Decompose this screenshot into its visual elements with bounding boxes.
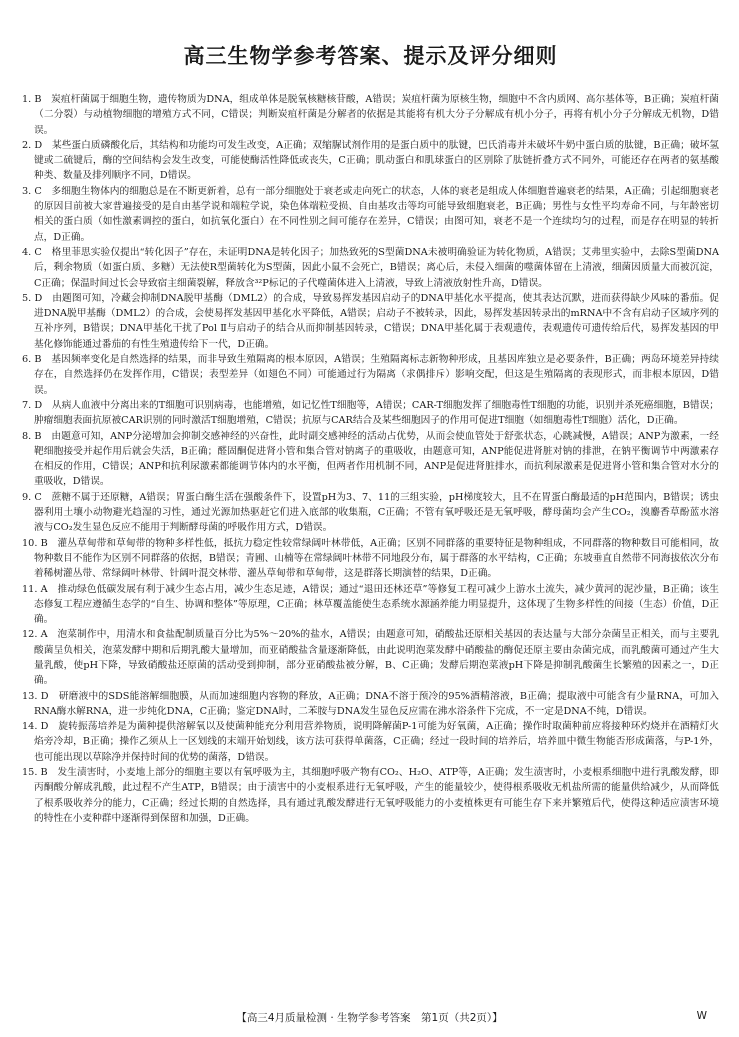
answer-item-14: 14. D 旋转振荡培养是为菌种提供溶解氧以及使菌种能充分利用营养物质，说明降解菌P-1可能为好氧菌，A正确；操作时取菌种前应将接种环灼烧并在酒精灯火焰旁冷却，B正确；操作乙须从上一区划线的末端开始划线，该方法可获得单菌落，C正确；经过一段时间的培养后，培养皿中微生物能否形成菌落，与P-1外，也可能出现以草除净并保持时间的优势的菌落，D错误。 <box>22 721 719 763</box>
footer-mark: W <box>696 1010 707 1022</box>
answer-item-10: 10. B 灌丛草甸带和草甸带的物种多样性低，抵抗力稳定性较常绿阔叶林带低，A正确；区别不同群落的重要特征是物种组成，不同群落的物种数目可能相同，故物种数目不能作为区别不同群落的依据，B错误；青圃、山楠等在常绿阔叶林带不同地段分布，属于群落的水平结构，C正确；东坡垂直自然带不同海拔依次分布着稀树灌丛带、常绿阔叶林带、针阔叶混交林带、灌丛草甸带和草甸带，这是群落长期演替的结果，D正确。 <box>22 537 719 580</box>
answer-item-13: 13. D 研磨液中的SDS能溶解细胞膜，从而加速细胞内容物的释放，A正确；DNA不溶于预冷的95%酒精溶液，B正确；提取液中可能含有少量RNA，可加入RNA酶水解RNA，进一步纯化DNA，C正确；鉴定DNA时，二苯胺与DNA发生显色反应需在沸水浴条件下完成，不一定是DNA不纯，D错误。 <box>22 690 719 717</box>
page-title: 高三生物学参考答案、提示及评分细则 <box>183 44 558 68</box>
page-footer <box>0 1010 739 1025</box>
answer-item-15: 15. B 发生渍害时，小麦地上部分的细胞主要以有氧呼吸为主，其细胞呼吸产物有CO₂、H₂O、ATP等，A正确；发生渍害时，小麦根系细胞中进行乳酸发酵，即丙酮酸分解成乳酸，此过程不产生ATP，B错误；由于渍害中的小麦根系进行无氧呼吸，产生的能量较少，使得根系吸收无机盐所需的能量供给减少，从而降低了根系吸收养分的能力，C正确；经过长期的自然选择，具有通过乳酸发酵进行无氧呼吸能力的小麦植株更有可能生存下来并繁殖后代，使得这种适应渍害环境的特性在小麦种群中逐渐得到保留和加强，D正确。 <box>22 767 719 824</box>
answer-item-8: 8. B 由题意可知，ANP分泌增加会抑制交感神经的兴奋性，此时副交感神经的活动占优势，从而会使血管处于舒张状态，心跳减慢，A错误；ANP为激素，一经靶细胞接受并起作用后就会失活，B正确；醛固酮促进肾小管和集合管对钠离子的重吸收，由题意可知，ANP能促进肾脏对钠的排泄，在钠平衡调节中两激素存在相反的作用，C错误；ANP和抗利尿激素都能调节体内的水平衡，但两者作用机制不同，ANP是促进肾脏排水，而抗利尿激素是促进肾小管和集合管对水分的重吸收，D错误。 <box>22 430 719 488</box>
footer-text: 【高三4月质量检测 · 生物学参考答案 第1页（共2页）】 <box>236 1012 503 1024</box>
answer-item-3: 3. C 多细胞生物体内的细胞总是在不断更新着，总有一部分细胞处于衰老或走向死亡的状态，人体的衰老是组成人体细胞普遍衰老的结果，A正确；引起细胞衰老的原因目前被大家普遍接受的是自由基学说和端粒学说，染色体端粒受损、自由基攻击等均可能导致细胞衰老，B正确；男性与女性平均寿命不同，与年龄密切相关的蛋白质（如性激素调控的蛋白，如抗氧化蛋白）在不同性别之间可能存在差异，C错误；由图可知，衰老不是一个连续均匀的过程，而是存在明显的转折点，D正确。 <box>22 185 719 243</box>
answer-item-12: 12. A 泡菜制作中，用清水和食盐配制质量百分比为5%～20%的盐水，A错误；由题意可知，硝酸盐还原相关基因的表达量与大部分杂菌呈正相关，而与主要乳酸菌呈负相关，泡菜发酵中期和后期乳酸大量增加，而亚硝酸盐含量逐渐降低，由此说明泡菜发酵中硝酸盐的酶促还原主要由杂菌完成，而乳酸菌可通过产生大量乳酸，使pH下降，导致硝酸盐还原菌的活动受到抑制，部分亚硝酸盐被分解，B、C正确；发酵后期泡菜液pH下降是抑制乳酸菌生长繁殖的因素之一，D正确。 <box>22 629 719 687</box>
answer-item-1: 1. B 炭疽杆菌属于细胞生物，遗传物质为DNA，组成单体是脱氧核糖核苷酸，A错误；炭疽杆菌为原核生物，细胞中不含内质网、高尔基体等，B正确；炭疽杆菌（二分裂）与动植物细胞的增殖方式不同，C错误；判断炭疽杆菌是分解者的依据是其能将有机大分子分解成有机小分子，再将有机小分子分解成无机物，D错误。 <box>22 94 719 136</box>
answer-item-9: 9. C 蔗糖不属于还原糖，A错误；胃蛋白酶生活在强酸条件下，设置pH为3、7、11的三组实验，pH梯度较大，且不在胃蛋白酶最适的pH范围内，B错误；诱虫器利用土壤小动物避光趋湿的习性，通过光源加热驱赶它们进入底部的收集瓶，C正确；不管有氧呼吸还是无氧呼吸，酵母菌均会产生CO₂，溴麝香草酚蓝水溶液与CO₂发生显色反应不能用于判断酵母菌的呼吸作用方式，D错误。 <box>22 491 719 534</box>
answer-item-2: 2. D 某些蛋白质磷酸化后，其结构和功能均可发生改变，A正确；双缩脲试剂作用的是蛋白质中的肽键，巴氏消毒并未破坏牛奶中蛋白质的肽键，B正确；破坏氢键或二硫键后，酶的空间结构会发生改变，可能使酶活性降低或丧失，C正确；肌动蛋白和肌球蛋白的区别除了肽链折叠方式不同外，可能还存在两者的氨基酸种类、数量及排列顺序不同，D错误。 <box>22 139 719 182</box>
answer-item-6: 6. B 基因频率变化是自然选择的结果，而非导致生殖隔离的根本原因，A错误；生殖隔离标志新物种形成，且基因库独立是必要条件，B正确；两岛环境差异持续存在，自然选择仍在发挥作用，C错误；表型差异（如翅色不同）可能通过行为隔离（求偶排斥）影响交配，但这是生殖隔离的表现形式，而非根本原因，D错误。 <box>22 354 719 396</box>
answer-item-7: 7. D 从病人血液中分离出来的T细胞可识别病毒，也能增殖，如记忆性T细胞等，A错误；CAR-T细胞发挥了细胞毒性T细胞的功能，识别并杀死癌细胞，B错误；肿瘤细胞表面抗原被CAR识别的同时激活T细胞增殖，C错误；抗原与CAR结合及某些细胞因子的作用可促进T细胞（如细胞毒性T细胞）活化，D正确。 <box>22 399 719 427</box>
answer-item-5: 5. D 由题图可知，冷藏会抑制DNA脱甲基酶（DML2）的合成，导致易挥发基因启动子的DNA甲基化水平提高，使其表达沉默，进而获得缺少风味的番茄。促进DNA脱甲基酶（DML2）的合成，会使易挥发基因甲基化水平降低，A错误；启动子不被转录，因此，易挥发基因转录出的mRNA中不含有启动子区域序列的互补序列，B错误；DNA甲基化干扰了Pol Ⅱ与启动子的结合从而抑制基因转录，C错误；DNA甲基化属于表观遗传，表观遗传可遗传给后代，易挥发基因的甲基化修饰能通过番茄的有性生殖遗传给下一代，D正确。 <box>22 292 719 350</box>
answer-list <box>22 92 719 826</box>
answer-item-11: 11. A 推动绿色低碳发展有利于减少生态占用，减少生态足迹，A错误；通过“退田还林还草”等修复工程可减少上游水土流失，减少黄河的泥沙量，B正确；该生态修复工程应遵循生态学的“自生、协调和整体”等原理，C正确；林草覆盖能使生态系统水源涵养能力明显提升，这体现了生物多样性的间接（生态）价值，D正确。 <box>22 583 719 626</box>
answer-item-4: 4. C 格里菲思实验仅提出“转化因子”存在，未证明DNA是转化因子；加热致死的S型菌DNA未被明确验证为转化物质，A错误；艾弗里实验中，去除S型菌DNA后，剩余物质（如蛋白质、多糖）无法使R型菌转化为S型菌，因此小鼠不会死亡，B错误；离心后，未侵入细菌的噬菌体留在上清液，细菌因质量大而被沉淀，C正确；保温时间过长会导致宿主细菌裂解，释放含³²P标记的子代噬菌体进入上清液，导致上清液放射性升高，D错误。 <box>22 246 719 289</box>
